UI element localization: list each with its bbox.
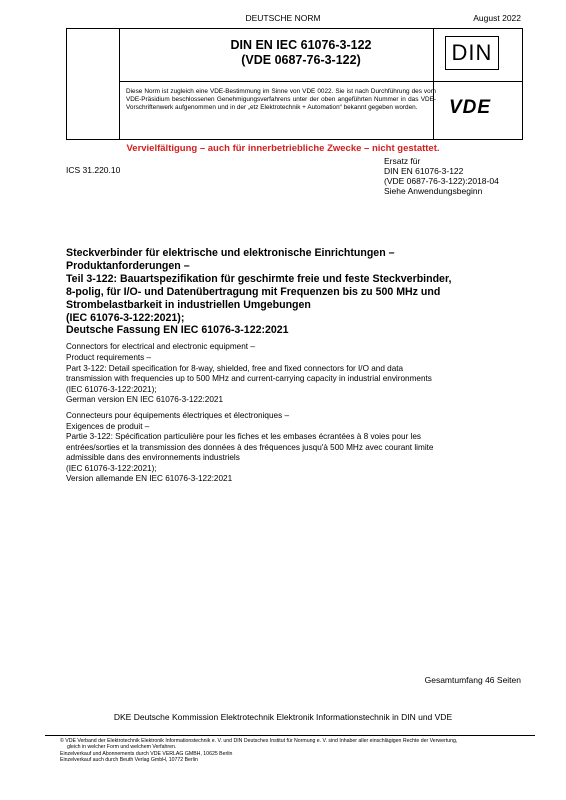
norm-number — [118, 38, 484, 68]
replacement-info — [384, 156, 499, 196]
committee-name: DKE Deutsche Kommission Elektrotechnik Elektronik Informationstechnik in DIN und VDE — [113, 712, 453, 722]
title-line: (IEC 61076-3-122:2021); — [66, 463, 157, 473]
title-line: 8-polig, für I/O- und Datenübertragung mit Frequenzen bis zu 500 MHz und — [66, 285, 441, 298]
din-logo — [445, 36, 499, 70]
title-line: Teil 3-122: Bauartspezifikation für geschirmte freie und feste Steckverbinder, — [66, 272, 452, 285]
title-line: Connecteurs pour équipements électriques et électroniques – — [66, 410, 290, 420]
title-line: Connectors for electrical and electronic equipment – — [66, 342, 255, 352]
copy-warning: Vervielfältigung – auch für innerbetriebliche Zwecke – nicht gestattet. — [126, 143, 440, 154]
title-line: Part 3-122: Detail specification for 8-way, shielded, free and fixed connectors for I/O and data — [66, 363, 404, 373]
publication-date: August 2022 — [473, 13, 521, 23]
title-french — [66, 411, 516, 485]
title-line: Deutsche Fassung EN IEC 61076-3-122:2021 — [66, 324, 289, 337]
vde-logo: VDE — [449, 97, 492, 118]
replacement-line: DIN EN 61076-3-122 — [384, 166, 464, 176]
title-line: German version EN IEC 61076-3-122:2021 — [66, 395, 224, 405]
title-line: transmission with frequencies up to 500 MHz and current-carrying capacity in industrial environments — [66, 374, 432, 384]
title-line: (IEC 61076-3-122:2021); — [66, 311, 185, 324]
title-block — [66, 247, 516, 485]
title-line: Produktanforderungen – — [66, 259, 190, 272]
box-divider-horizontal — [119, 81, 522, 82]
title-line: entrées/sorties et la transmission des données à des fréquences jusqu'à 500 MHz avec courant limite — [66, 442, 434, 452]
replacement-line: Ersatz für — [384, 156, 421, 166]
din-logo-text: DIN — [451, 40, 493, 65]
norm-type-label: DEUTSCHE NORM — [245, 13, 321, 23]
norm-number-din: DIN EN IEC 61076-3-122 — [230, 38, 372, 52]
title-line: admissible dans des environnements industriels — [66, 453, 240, 463]
replacement-line: Siehe Anwendungsbeginn — [384, 186, 483, 196]
title-german — [66, 247, 516, 337]
replacement-line: (VDE 0687-76-3-122):2018-04 — [384, 176, 499, 186]
title-line: (IEC 61076-3-122:2021); — [66, 384, 157, 394]
norm-number-vde: (VDE 0687-76-3-122) — [241, 53, 361, 67]
vde-statement: Diese Norm ist zugleich eine VDE-Bestimmung im Sinne von VDE 0022. Sie ist nach Durchführung des vom VDE-Präsidium beschlossenen Genehmigungsverfahrens unter der oben angeführten Nummer in das VDE-Vorschriftenwerk aufgenommen und in der „etz Elektrotechnik + Automation“ bekannt gegeben worden. — [126, 88, 436, 112]
footer-line: gleich in welcher Form und welchem Verfahren. — [67, 744, 177, 751]
title-line: Product requirements – — [66, 352, 152, 362]
title-line: Exigences de produit – — [66, 421, 150, 431]
title-line: Strombelastbarkeit in industriellen Umgebungen — [66, 298, 311, 311]
ics-code: ICS 31.220.10 — [66, 165, 121, 175]
footer-divider — [45, 735, 535, 736]
copyright-footer — [60, 738, 550, 764]
footer-line: Einzelverkauf und Abonnements durch VDE VERLAG GMBH, 10625 Berlin — [60, 750, 233, 757]
title-line: Partie 3-122: Spécification particulière pour les fiches et les embases écrantées à 8 voies pour les — [66, 432, 421, 442]
footer-line: Einzelverkauf auch durch Beuth Verlag GmbH, 10772 Berlin — [60, 757, 198, 764]
title-line: Steckverbinder für elektrische und elektronische Einrichtungen – — [66, 247, 395, 259]
total-pages: Gesamtumfang 46 Seiten — [424, 675, 521, 685]
footer-line: © VDE Verband der Elektrotechnik Elektronik Informationstechnik e. V. und DIN Deutsches Institut für Normung e. V. sind Inhaber aller einschlägigen Rechte der Verwertung, — [60, 738, 458, 744]
title-english — [66, 342, 516, 406]
title-line: Version allemande EN IEC 61076-3-122:2021 — [66, 474, 233, 484]
